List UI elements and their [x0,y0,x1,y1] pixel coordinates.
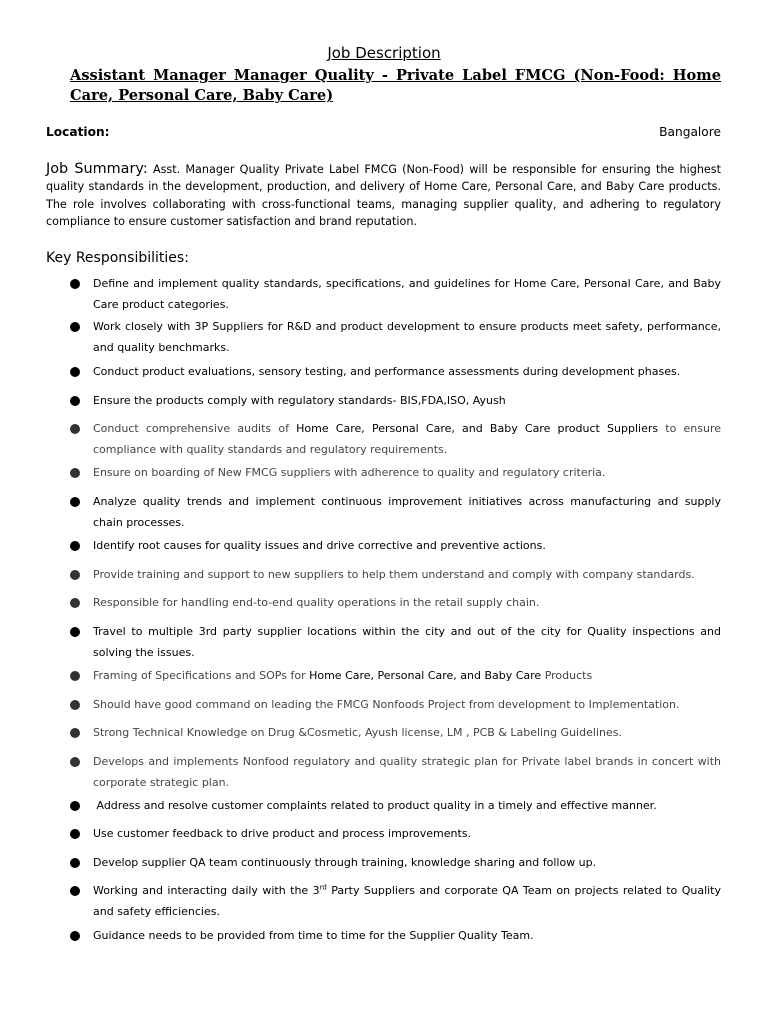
location-label: Location: [46,125,110,139]
location-row [46,125,721,143]
bullet-icon [70,367,80,377]
bullet-icon [70,801,80,811]
list-item [93,695,721,716]
bullet-icon [70,541,80,551]
list-item [93,723,721,744]
bullet-icon [70,757,80,767]
list-item-text: Address and resolve customer complaints related to product quality in a timely and effective manner. [93,799,657,812]
list-item-text: Identify root causes for quality issues and drive corrective and preventive actions. [93,539,546,552]
list-item [93,419,721,460]
bullet-icon [70,858,80,868]
bullet-icon [70,627,80,637]
bullet-icon [70,728,80,738]
job-summary [46,161,721,230]
list-item [93,317,721,358]
bullet-icon [70,700,80,710]
job-summary-text: Asst. Manager Quality Private Label FMCG (Non-Food) will be responsible for ensuring the highest quality standards in the development, production, and delivery of Home Care, Personal Care, and Baby Care products. The role involves collaborating with cross-functional teams, managing supplier quality, and adhering to regulatory compliance to ensure customer satisfaction and brand reputation. [46,163,722,228]
list-item-text: Strong Technical Knowledge on Drug &Cosmetic, Ayush license, LM , PCB & Labeling Guidelines. [93,726,622,739]
list-item-text: Work closely with 3P Suppliers for R&D and product development to ensure products meet safety, performance, and quality benchmarks. [93,320,721,354]
list-item-text-c: to ensure compliance with quality standards and regulatory requirements. [93,422,721,456]
list-item-text-a: Working and interacting daily with the 3 [93,884,320,897]
list-item-text: Develop supplier QA team continuously through training, knowledge sharing and follow up. [93,856,597,869]
bullet-icon [70,396,80,406]
list-item [93,593,721,614]
list-item-text: Analyze quality trends and implement continuous improvement initiatives across manufacturing and supply chain processes. [93,495,721,529]
list-item-text-a: Framing of Specifications and SOPs for [93,669,310,682]
list-item-text: Ensure the products comply with regulatory standards- BIS,FDA,ISO, Ayush [93,394,506,407]
list-item [93,536,721,557]
list-item [93,752,721,793]
list-item [93,463,721,484]
list-item-text: Define and implement quality standards, specifications, and guidelines for Home Care, Personal Care, and Baby Care product categories. [93,277,721,311]
bullet-icon [70,829,80,839]
list-item-text-c: Party Suppliers and corporate QA Team on projects related to Quality and safety efficiencies. [93,884,722,918]
list-item-text-b: Home Care, Personal Care, and Baby Care product Suppliers [296,422,659,435]
list-item [93,622,721,663]
list-item [93,274,721,315]
bullet-icon [70,598,80,608]
job-summary-label: Job Summary: [46,161,148,177]
list-item-text: Provide training and support to new suppliers to help them understand and comply with company standards. [93,568,695,581]
list-item-text: Use customer feedback to drive product and process improvements. [93,827,472,840]
list-item [93,362,721,383]
bullet-icon [70,931,80,941]
key-responsibilities-heading: Key Responsibilities: [46,250,189,266]
list-item-text: Develops and implements Nonfood regulatory and quality strategic plan for Private label brands in concert with corporate strategic plan. [93,755,721,789]
list-item [93,926,721,947]
list-item-text: Guidance needs to be provided from time to time for the Supplier Quality Team. [93,929,534,942]
list-item-text: Conduct product evaluations, sensory testing, and performance assessments during development phases. [93,365,681,378]
bullet-icon [70,322,80,332]
bullet-icon [70,279,80,289]
list-item-text: Ensure on boarding of New FMCG suppliers with adherence to quality and regulatory criteria. [93,466,606,479]
list-item [93,492,721,533]
bullet-icon [70,570,80,580]
list-item-text: Responsible for handling end-to-end quality operations in the retail supply chain. [93,596,540,609]
list-item [93,796,721,817]
document-heading: Job Description [327,44,441,62]
bullet-icon [70,497,80,507]
bullet-icon [70,671,80,681]
bullet-icon [70,886,80,896]
list-item [93,881,721,922]
list-item-text-b: Home Care, Personal Care, and Baby Care [309,669,542,682]
list-item [93,391,721,412]
bullet-icon [70,424,80,434]
job-title: Assistant Manager Manager Quality - Private Label FMCG (Non-Food: Home Care, Personal Care, Baby Care) [70,67,721,104]
location-value: Bangalore [659,125,721,139]
list-item-text-a: Conduct comprehensive audits of [93,422,297,435]
list-item-superscript: rd [319,883,327,892]
list-item-text-c: Products [541,669,593,682]
list-item-text: Travel to multiple 3rd party supplier locations within the city and out of the city for Quality inspections and solving the issues. [93,625,721,659]
list-item [93,666,721,687]
list-item [93,824,721,845]
list-item-text: Should have good command on leading the FMCG Nonfoods Project from development to Implementation. [93,698,680,711]
list-item [93,853,721,874]
list-item [93,565,721,586]
bullet-icon [70,468,80,478]
